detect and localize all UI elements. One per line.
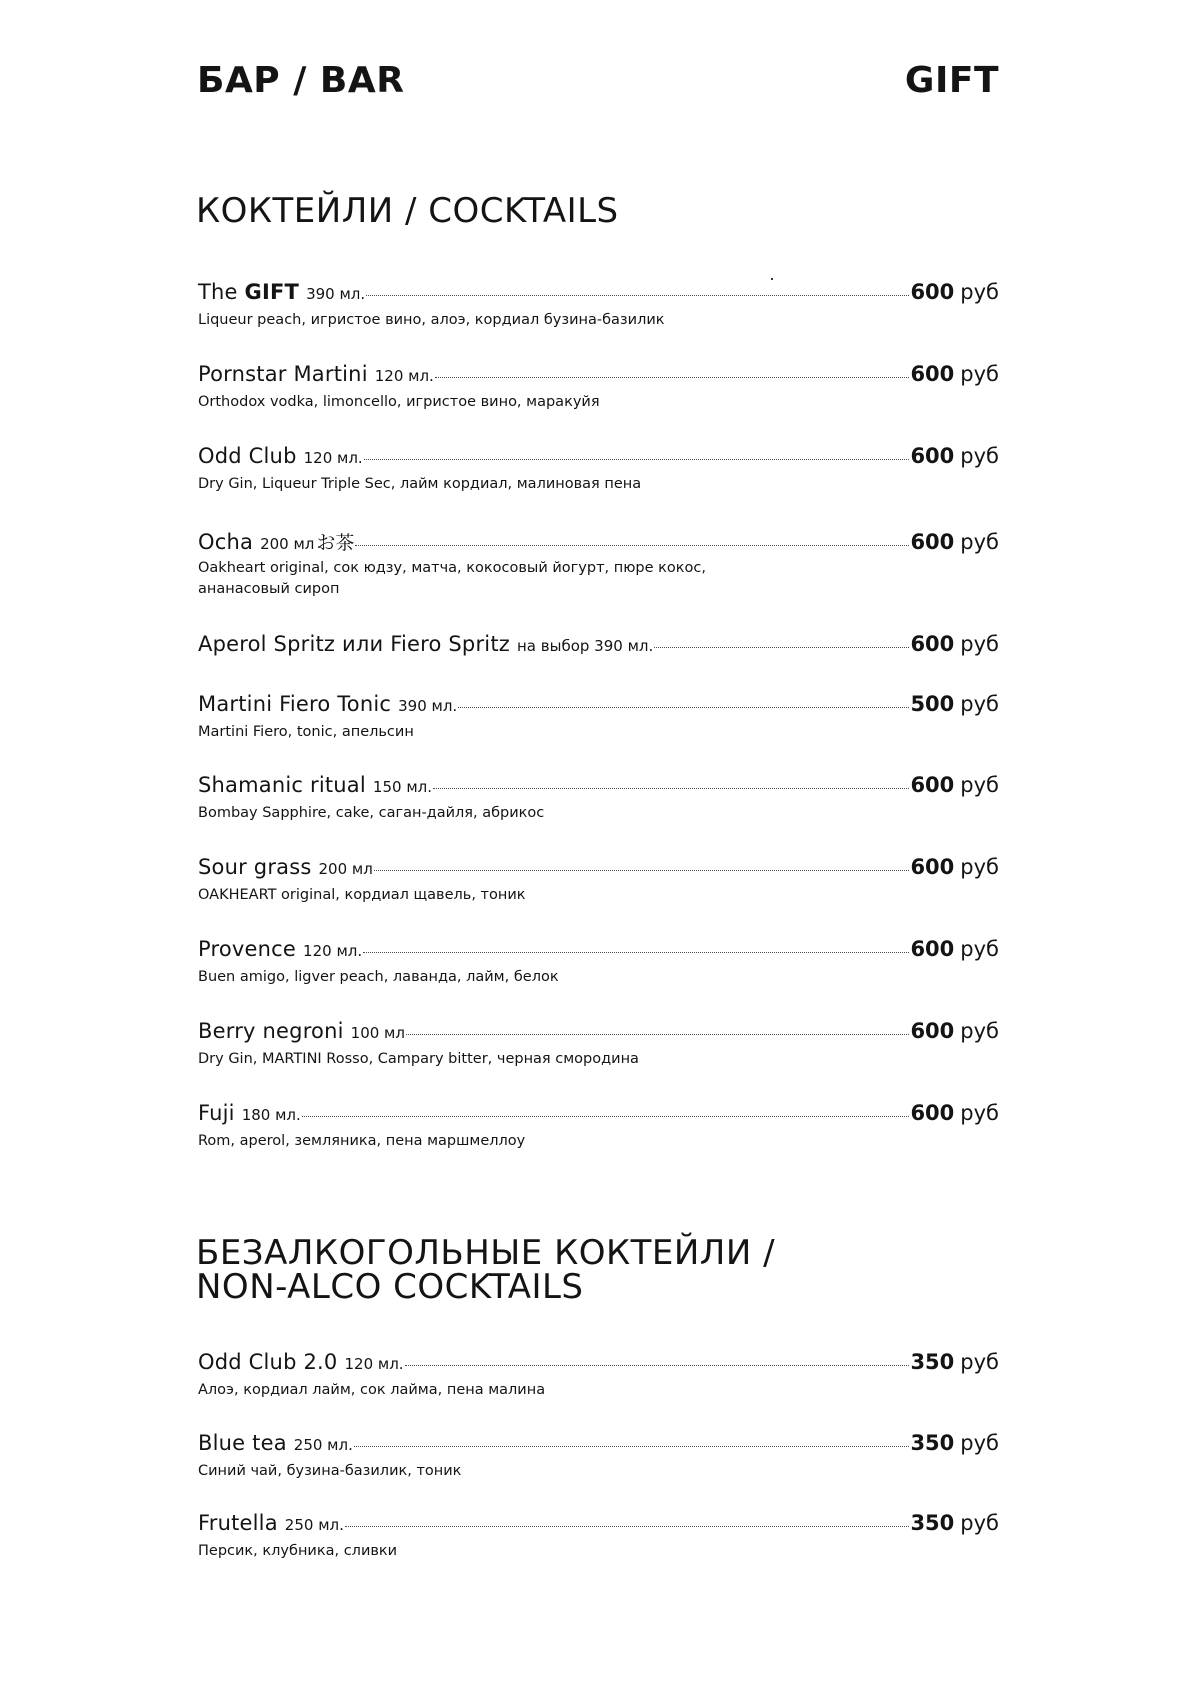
item-price: 600: [910, 632, 955, 656]
item-name: Ocha: [198, 530, 254, 554]
item-price: 600: [910, 937, 955, 961]
item-line: [198, 280, 999, 310]
dot-leader: [435, 377, 910, 378]
dot-leader: [405, 1365, 910, 1366]
brand-logo-text: GIFT: [904, 60, 999, 101]
item-currency: руб: [960, 362, 999, 386]
item-volume: 150 мл.: [372, 778, 432, 796]
page-header: [197, 58, 999, 106]
menu-item-martini-fiero-tonic: [198, 692, 999, 743]
item-price: 600: [910, 773, 955, 797]
menu-item-provence: [198, 937, 999, 988]
item-description: Orthodox vodka, limoncello, игристое вино, маракуйя: [198, 394, 600, 410]
item-line: [198, 1511, 999, 1541]
menu-item-odd-club-2: [198, 1350, 999, 1401]
item-currency: руб: [960, 1511, 999, 1535]
item-volume: 180 мл.: [241, 1106, 301, 1124]
item-currency: руб: [960, 1350, 999, 1374]
item-currency: руб: [960, 1019, 999, 1043]
dot-leader: [374, 870, 910, 871]
dot-leader: [354, 1446, 910, 1447]
section-title-line: КОКТЕЙЛИ / COCKTAILS: [196, 191, 619, 231]
item-line: [198, 692, 999, 722]
item-currency: руб: [960, 855, 999, 879]
menu-item-sour-grass: [198, 855, 999, 906]
menu-item-pornstar-martini: [198, 362, 999, 413]
item-currency: руб: [960, 937, 999, 961]
item-description: Алоэ, кордиал лайм, сок лайма, пена малина: [198, 1382, 546, 1398]
dot-leader: [364, 459, 910, 460]
item-name: [198, 280, 299, 304]
item-description: Dry Gin, MARTINI Rosso, Campary bitter, черная смородина: [198, 1051, 639, 1067]
item-volume: 200 мл: [260, 535, 315, 553]
item-price: 600: [910, 1019, 955, 1043]
item-description-line: ананасовый сироп: [198, 581, 340, 597]
item-price: 600: [910, 280, 955, 304]
item-currency: руб: [960, 280, 999, 304]
item-price: 350: [910, 1350, 955, 1374]
dot-leader: [302, 1116, 910, 1117]
dot-leader: [433, 788, 909, 789]
item-name: Berry negroni: [198, 1019, 344, 1043]
section-title-line: БЕЗАЛКОГОЛЬНЫЕ КОКТЕЙЛИ /: [196, 1233, 776, 1273]
item-line: [198, 1431, 999, 1461]
item-line: [198, 632, 999, 662]
item-volume: 120 мл.: [303, 942, 363, 960]
item-description: Buen amigo, ligver peach, лаванда, лайм, белок: [198, 969, 559, 985]
item-choice-note: на выбор 390 мл.: [517, 637, 654, 655]
item-volume: 250 мл.: [293, 1436, 353, 1454]
menu-item-fuji: [198, 1101, 999, 1152]
section-title-cocktails: [196, 191, 619, 231]
page-title: БАР / BAR: [197, 60, 405, 101]
item-name: Aperol Spritz или Fiero Spritz: [198, 632, 510, 656]
item-name: Frutella: [198, 1511, 278, 1535]
item-name: Shamanic ritual: [198, 773, 366, 797]
item-price: 350: [910, 1511, 955, 1535]
section-title-line: NON-ALCO COCKTAILS: [196, 1267, 584, 1307]
dot-leader: [366, 295, 909, 296]
item-line: [198, 1350, 999, 1380]
item-line: [198, 773, 999, 803]
item-name: Pornstar Martini: [198, 362, 368, 386]
item-name-bold: GIFT: [244, 280, 300, 304]
menu-item-the-gift: [198, 280, 999, 331]
dot-leader: [363, 952, 909, 953]
item-description: Rom, aperol, земляника, пена маршмеллоу: [198, 1133, 526, 1149]
menu-item-blue-tea: [198, 1431, 999, 1482]
item-line: [198, 855, 999, 885]
item-line: [198, 1019, 999, 1049]
item-volume: 100 мл: [350, 1024, 405, 1042]
item-name: Odd Club 2.0: [198, 1350, 338, 1374]
item-description: Liqueur peach, игристое вино, алоэ, кордиал бузина-базилик: [198, 312, 665, 328]
menu-item-odd-club: [198, 444, 999, 495]
item-volume: 250 мл.: [284, 1516, 344, 1534]
menu-item-ocha: [198, 528, 999, 600]
item-volume: 200 мл: [318, 860, 373, 878]
dot-leader: [654, 647, 909, 648]
item-name-prefix: The: [198, 280, 245, 304]
menu-item-berry-negroni: [198, 1019, 999, 1070]
item-currency: руб: [960, 1101, 999, 1125]
item-price: 600: [910, 530, 955, 554]
item-currency: руб: [960, 632, 999, 656]
item-description: Dry Gin, Liqueur Triple Sec, лайм кордиал, малиновая пена: [198, 476, 642, 492]
item-currency: руб: [960, 1431, 999, 1455]
menu-item-shamanic-ritual: [198, 773, 999, 824]
dot-leader: [458, 707, 909, 708]
item-name: Martini Fiero Tonic: [198, 692, 392, 716]
item-volume: 120 мл.: [303, 449, 363, 467]
item-description: Синий чай, бузина-базилик, тоник: [198, 1463, 462, 1479]
dot-leader: [345, 1526, 910, 1527]
item-description-line: Oakheart original, сок юдзу, матча, кокосовый йогурт, пюре кокос,: [198, 560, 707, 576]
dot-leader: [355, 545, 909, 546]
item-description: Martini Fiero, tonic, апельсин: [198, 724, 414, 740]
item-price: 600: [910, 1101, 955, 1125]
item-line: [198, 937, 999, 967]
item-kanji: お茶: [316, 532, 355, 554]
item-price: 500: [910, 692, 955, 716]
menu-item-aperol-spritz: [198, 632, 999, 662]
item-currency: руб: [960, 692, 999, 716]
item-price: 600: [910, 855, 955, 879]
item-currency: руб: [960, 773, 999, 797]
item-price: 350: [910, 1431, 955, 1455]
item-price: 600: [910, 362, 955, 386]
item-name: Fuji: [198, 1101, 235, 1125]
item-line: [198, 528, 999, 558]
item-name: Provence: [198, 937, 297, 961]
item-volume: 120 мл.: [344, 1355, 404, 1373]
item-line: [198, 362, 999, 392]
item-name: Odd Club: [198, 444, 297, 468]
item-description: Персик, клубника, сливки: [198, 1543, 398, 1559]
item-description: [198, 558, 758, 600]
item-currency: руб: [960, 530, 999, 554]
item-description: OAKHEART original, кордиал щавель, тоник: [198, 887, 526, 903]
item-line: [198, 444, 999, 474]
item-description: Bombay Sapphire, cake, саган-дайля, абрикос: [198, 805, 545, 821]
item-volume: 120 мл.: [374, 367, 434, 385]
item-price: 600: [910, 444, 955, 468]
section-title-non-alco-cocktails: [196, 1233, 776, 1307]
menu-item-frutella: [198, 1511, 999, 1562]
dot-leader: [406, 1034, 909, 1035]
item-line: [198, 1101, 999, 1131]
item-currency: руб: [960, 444, 999, 468]
item-volume: 390 мл.: [398, 697, 458, 715]
item-name: Blue tea: [198, 1431, 287, 1455]
item-volume: 390 мл.: [306, 285, 366, 303]
item-name: Sour grass: [198, 855, 312, 879]
